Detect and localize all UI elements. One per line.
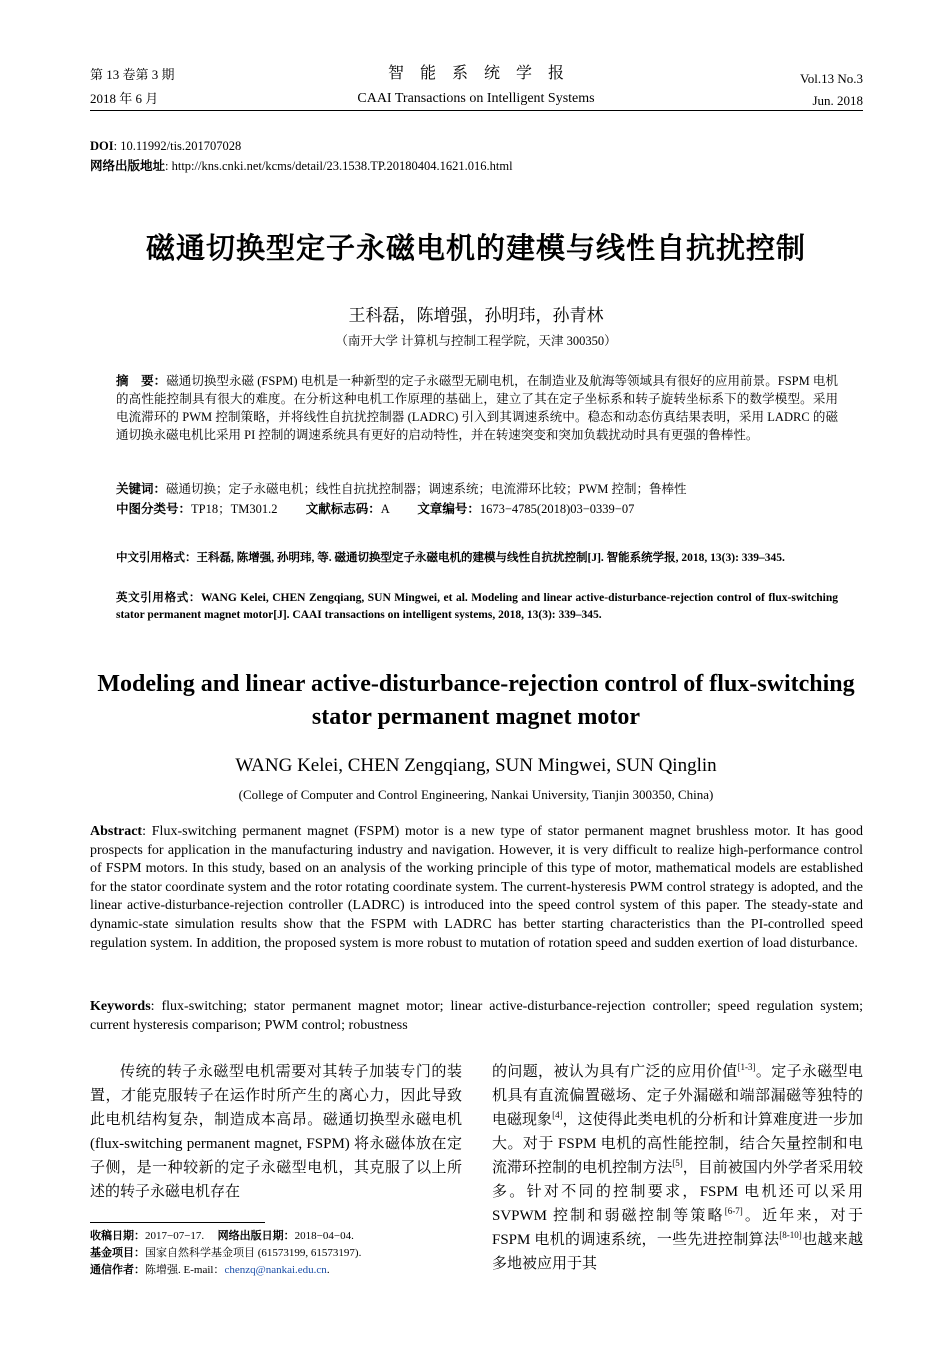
- journal-name-en: CAAI Transactions on Intelligent Systems: [357, 91, 595, 106]
- ref-5[interactable]: [5]: [672, 1158, 683, 1168]
- clc-label: 中图分类号：: [116, 502, 192, 516]
- footnote-rule: [90, 1222, 265, 1223]
- article-number-label: 文章编号：: [417, 502, 480, 516]
- abstract-en-text: : Flux-switching permanent magnet (FSPM) motor is a new type of stator permanent magnet brushless motor. It has good prospects for application in the manufacturing industry and navigation. However, it is very difficult to realize high-performance control of FSPM motors. In this study, based on an analysis of the working principle of this type of motor, mathematical models are established for the stator coordinate system and the rotor rotating coordinate system. The current-hysteresis PWM control strategy is adopted, and the linear active-disturbance-rejection controller (LADRC) is introduced into the speed control system of this paper. The steady-state and dynamic-state simulation results show that the FSPM with LADRC has better starting characteristics than the PI-controlled speed regulation system. In addition, the proposed system is more robust to mutation of rotation speed and sudden exertion of load disturbance.: [90, 824, 863, 951]
- body-right-column: [492, 1060, 863, 1276]
- footnote-dates: [90, 1228, 354, 1245]
- footnote-fund: [90, 1245, 361, 1262]
- body-right-text-4: ，目前被国内外学者采用较多。针对不同的控制要求，FSPM 电机还可以采用 SVPWM 控制和弱磁控制等策略: [492, 1160, 863, 1224]
- body-right-text-5: 。近年来，对于 FSPM 电机的调速系统，一些先进控制算法: [492, 1208, 863, 1248]
- received-label: 收稿日期：: [90, 1230, 145, 1242]
- keywords-en: [90, 998, 863, 1035]
- body-right-text-3: ，这使得此类电机的分析和计算难度进一步加大。对于 FSPM 电机的高性能控制，结合矢量控制和电流滞环控制的电机控制方法: [492, 1112, 863, 1176]
- body-left-column: 传统的转子永磁型电机需要对其转子加装专门的装置，才能克服转子在运作时所产生的离心力，因此导致此电机结构复杂，制造成本高昂。磁通切换型永磁电机 (flux-switching permanent magnet, FSPM) 将永磁体放在定子侧，是一种较新的定子永磁型电机，其克服了以上所述的转子永磁电机存在: [90, 1064, 462, 1200]
- abstract-cn: [116, 372, 838, 444]
- clc-value: TP18；TM301.2: [191, 502, 278, 516]
- body-right-text-6: 也越来越多地被应用于其: [492, 1232, 863, 1272]
- citation-en-text: WANG Kelei, CHEN Zengqiang, SUN Mingwei, et al. Modeling and linear active-disturbance-rejection control of flux-switching stator permanent magnet motor[J]. CAAI transactions on intelligent systems, 2018, 13(3): 339–345.: [116, 592, 838, 621]
- email-link[interactable]: chenzq@nankai.edu.cn: [224, 1264, 327, 1276]
- classification-line: [116, 500, 838, 518]
- doi-value: : 10.11992/tis.201707028: [113, 139, 242, 153]
- body-right-text-2: 。定子永磁型电机具有直流偏置磁场、定子外漏磁和端部漏磁等独特的电磁现象: [492, 1064, 863, 1128]
- doi-label: DOI: [90, 139, 114, 153]
- corresponding-label: 通信作者：: [90, 1264, 145, 1276]
- ref-1-3[interactable]: [1-3]: [737, 1062, 756, 1072]
- online-label: 网络出版地址: [90, 159, 166, 173]
- abstract-en: [90, 823, 863, 953]
- keywords-cn-label: 关键词：: [116, 482, 167, 496]
- abstract-cn-text: 磁通切换型永磁 (FSPM) 电机是一种新型的定子永磁型无刷电机，在制造业及航海等领域具有很好的应用前景。FSPM 电机的高性能控制具有很大的难度。在分析这种电机工作原理的基础上，建立了其在定子坐标系和转子旋转坐标系下的数学模型。采用电流滞环的 PWM 控制策略，并将线性自抗扰控制器 (LADRC) 引入到其调速系统中。稳态和动态仿真结果表明，采用 LADRC 的磁通切换永磁电机比采用 PI 控制的调速系统具有更好的启动特性，并在转速突变和突加负载扰动时具有更强的鲁棒性。: [116, 374, 838, 442]
- header-rule: [90, 110, 863, 111]
- affiliation-cn: （南开大学 计算机与控制工程学院，天津 300350）: [335, 334, 617, 348]
- citation-en: [116, 590, 838, 624]
- fund-label: 基金项目：: [90, 1247, 145, 1259]
- online-address-line: [90, 157, 513, 175]
- fund-value: 国家自然科学基金项目 (61573199, 61573197).: [145, 1247, 362, 1259]
- citation-en-label: 英文引用格式：: [116, 592, 201, 604]
- keywords-cn: [116, 480, 838, 498]
- abstract-cn-label: 摘 要：: [116, 374, 167, 388]
- ref-4[interactable]: [4]: [552, 1110, 563, 1120]
- received-value: 2017−07−17.: [145, 1230, 205, 1242]
- citation-cn: [116, 550, 838, 567]
- keywords-cn-text: 磁通切换；定子永磁电机；线性自抗扰控制器；调速系统；电流滞环比较；PWM 控制；鲁棒性: [166, 482, 687, 496]
- citation-cn-text: 王科磊, 陈增强, 孙明玮, 等. 磁通切换型定子永磁电机的建模与线性自抗扰控制[J]. 智能系统学报, 2018, 13(3): 339–345.: [196, 552, 785, 564]
- footnote-corresponding: [90, 1262, 330, 1279]
- keywords-en-label: Keywords: [90, 999, 151, 1014]
- ref-6-7[interactable]: [6-7]: [724, 1206, 743, 1216]
- corresponding-end: .: [326, 1264, 330, 1276]
- authors-cn: 王科磊，陈增强，孙明玮，孙青林: [348, 306, 604, 326]
- citation-cn-label: 中文引用格式：: [116, 552, 197, 564]
- article-number-value: 1673−4785(2018)03−0339−07: [479, 502, 635, 516]
- authors-en: WANG Kelei, CHEN Zengqiang, SUN Mingwei, SUN Qinglin: [235, 755, 717, 776]
- online-date-label: 网络出版日期：: [217, 1230, 295, 1242]
- volume-en: Vol.13 No.3: [800, 71, 863, 86]
- title-cn: 磁通切换型定子永磁电机的建模与线性自抗扰控制: [145, 231, 806, 265]
- affiliation-en: (College of Computer and Control Engineering, Nankai University, Tianjin 300350, China): [238, 787, 714, 802]
- doc-code-label: 文献标志码：: [305, 502, 381, 516]
- keywords-en-text: : flux-switching; stator permanent magnet motor; linear active-disturbance-rejection controller; speed regulation system; current hysteresis comparison; PWM control; robustness: [90, 999, 863, 1033]
- body-right-text-1: 的问题，被认为具有广泛的应用价值: [492, 1064, 738, 1080]
- issue-date-en: Jun. 2018: [812, 93, 863, 108]
- journal-name-cn: 智 能 系 统 学 报: [387, 63, 564, 82]
- issue-date: 2018 年 6 月: [90, 91, 159, 106]
- volume-issue: 第 13 卷第 3 期: [90, 67, 175, 82]
- online-value: : http://kns.cnki.net/kcms/detail/23.1538.TP.20180404.1621.016.html: [165, 159, 513, 173]
- ref-8-10[interactable]: [8-10]: [779, 1230, 802, 1240]
- abstract-en-label: Abstract: [90, 824, 143, 839]
- online-date-value: 2018−04−04.: [294, 1230, 354, 1242]
- title-en: Modeling and linear active-disturbance-rejection control of flux-switching stator permanent magnet motor: [97, 671, 855, 730]
- doc-code-value: A: [380, 502, 390, 516]
- corresponding-value: 陈增强. E-mail：: [145, 1264, 225, 1276]
- doi-line: [90, 137, 241, 155]
